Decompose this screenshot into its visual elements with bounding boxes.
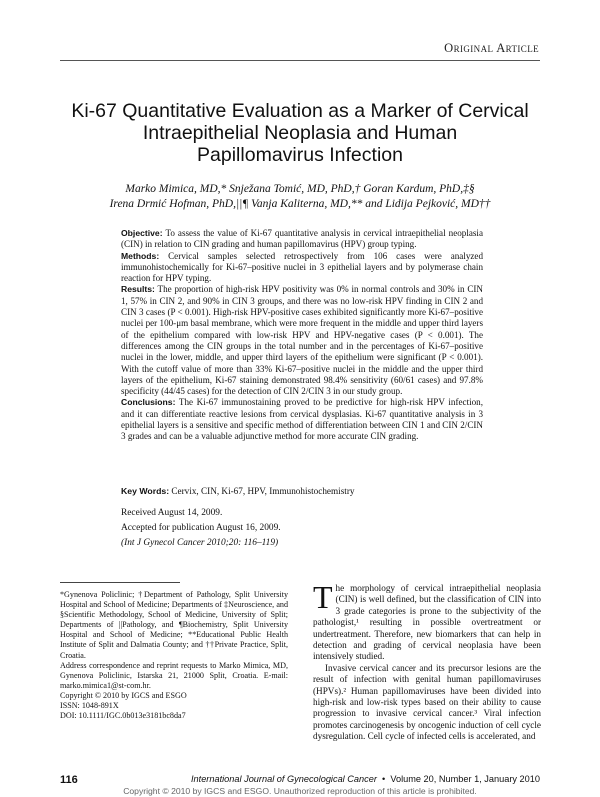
abstract-objective [121, 228, 483, 251]
article-title [40, 100, 560, 166]
page-number: 116 [60, 774, 78, 786]
volume-info: Volume 20, Number 1, January 2010 [390, 774, 540, 784]
running-footer [191, 774, 540, 784]
conclusions-text: The Ki-67 immunostaining proved to be predictive for high-risk HPV infection, and it can differentiate reactive lesions from cervical dysplasias. Ki-67 quantitative analysis in 3 epithelial layers is a sensitive and specific method of differentiation between CIN 1 and CIN 2/CIN 3 grades and can be a valuable adjunctive method for more accurate CIN grading. [121, 397, 483, 442]
section-label: Original Article [444, 41, 539, 55]
abstract-conclusions [121, 397, 483, 442]
copyright-notice: Copyright © 2010 by IGCS and ESGO. Unauthorized reproduction of this article is prohibited. [123, 786, 477, 796]
body-paragraph-1 [313, 579, 541, 663]
correspondence: Address correspondence and reprint requests to Marko Mimica, MD, Gynenova Policlinic, Istarska 21, 21000 Split, Croatia. E-mail: marko.mimica1@st-com.hr. [60, 660, 288, 690]
title-line-3: Papillomavirus Infection [197, 144, 403, 166]
abstract-methods [121, 251, 483, 285]
body-paragraph-2: Invasive cervical cancer and its precursor lesions are the result of infection with genital human papillomaviruses (HPVs).² Human papillomaviruses have been divided into high-risk and low-risk types based on their ability to cause progression to invasive cervical cancer.³ Viral infection promotes carcinogenesis by oncogenic induction of cell cycle dysregulation. Cell cycle of infected cells is accelerated, and [313, 662, 541, 742]
journal-name: International Journal of Gynecological Cancer [190, 774, 377, 784]
body-paragraph-1-text: he morphology of cervical intraepithelial neoplasia (CIN) is well defined, but the classification of CIN into 3 grade categories is prone to the subjectivity of the pathologist,¹ resulting in possible overtreatment or undertreatment. Therefore, new biomarkers that can help in detection and grading of cervical neoplasia have been intensively studied. [313, 583, 541, 662]
keywords-text: Cervix, CIN, Ki-67, HPV, Immunohistochemistry [171, 486, 355, 496]
abstract [121, 228, 483, 443]
objective-label: Objective: [121, 228, 163, 238]
keywords [121, 486, 483, 496]
title-line-1: Ki-67 Quantitative Evaluation as a Marker of Cervical [71, 100, 529, 122]
results-label: Results: [121, 284, 155, 295]
footnote-rule [60, 582, 180, 583]
methods-text: Cervical samples selected retrospectively from 106 cases were analyzed immunohistochemically for Ki-67–positive nuclei in 3 epithelial layers and by polymerase chain reaction for HPV typing. [121, 250, 484, 284]
authors-line-2: Irena Drmić Hofman, PhD,||¶ Vanja Kaliterna, MD,** and Lidija Pejković, MD†† [109, 198, 491, 210]
issn: ISSN: 1048-891X [60, 701, 119, 711]
affiliations: *Gynenova Policlinic; †Department of Pathology, Split University Hospital and School of Medicine; Departments of ‡Neuroscience, and §Scientific Methodology, School of Medicine, University of Split; Departments of ||Pathology, and ¶Biochemistry, Split University Hospital and School of Medicine; **Educational Public Health Institute of Split and Dalmatia County; and ††Private Practice, Split, Croatia. [60, 590, 288, 660]
authors-line-1: Marko Mimica, MD,* Snježana Tomić, MD, PhD,† Goran Kardum, PhD,‡§ [125, 183, 475, 195]
title-line-2: Intraepithelial Neoplasia and Human [142, 122, 458, 144]
keywords-label: Key Words: [121, 486, 170, 496]
abstract-results [121, 284, 483, 397]
doi: DOI: 10.1111/IGC.0b013e3181bc8da7 [60, 711, 186, 721]
drop-cap: T [313, 579, 333, 615]
results-text: The proportion of high-risk HPV positivity was 0% in normal controls and 30% in CIN 1, 57% in CIN 2, and 90% in CIN 3 groups, and there was no low-risk HPV finding in CIN 2 and CIN 3 cases (P < 0.001). High-risk HPV-positive cases exhibited significantly more Ki-67–positive nuclei per 100-μm basal membrane, which were more frequent in the middle and upper third layers of the epithelium compared with low-risk HPV and HPV-negative cases (P < 0.001). The differences among the CIN groups in the total number and in the percentages of Ki-67–positive nuclei in the lower, middle, and upper third layers of the epithelium were significant (P < 0.001). With the cutoff value of more than 33% Ki-67–positive nuclei in the middle and the upper third layers of the epithelium, Ki-67 staining demonstrated 98.4% sensitivity (60/61 cases) and 97.8% specificity (44/45 cases) for the detection of CIN 2/CIN 3 in our study group. [121, 284, 483, 397]
footer-separator: • [379, 774, 388, 784]
accepted-date: Accepted for publication August 16, 2009. [121, 523, 281, 533]
author-list [40, 182, 560, 212]
conclusions-label: Conclusions: [121, 397, 176, 408]
footnotes [60, 590, 288, 721]
copyright: Copyright © 2010 by IGCS and ESGO [60, 690, 187, 700]
objective-text: To assess the value of Ki-67 quantitative analysis in cervical intraepithelial neoplasia (CIN) in relation to CIN grading and human papillomavirus (HPV) group typing. [121, 228, 483, 250]
methods-label: Methods: [121, 250, 160, 261]
header-rule [60, 60, 540, 61]
body-text [313, 579, 541, 743]
citation: (Int J Gynecol Cancer 2010;20: 116–119) [121, 538, 279, 548]
received-date: Received August 14, 2009. [121, 508, 223, 518]
